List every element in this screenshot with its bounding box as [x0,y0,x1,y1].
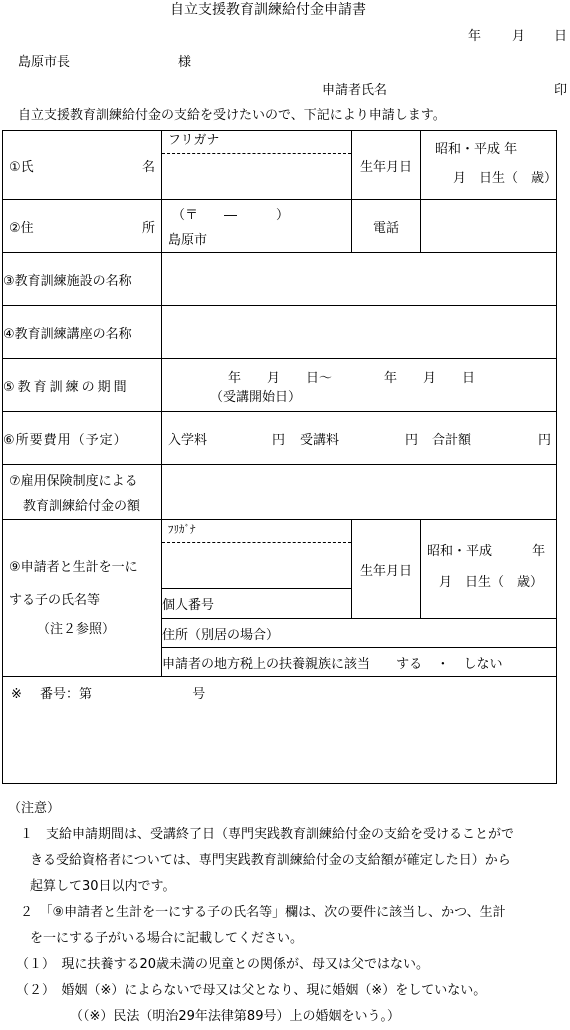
facility-label: ③教育訓練施設の名称 [3,273,132,289]
furigana-label: フリガナ [168,133,220,148]
addressee: 島原市長 [18,55,71,70]
applicant-name-field[interactable] [400,76,545,96]
total-yen: 円 [538,433,552,448]
option-separator: ・ [436,656,450,672]
period-label: ⑤教育訓練の期間 [3,379,130,395]
note-1-line-1: １ 支給申請期間は、受講終了日（専門実践教育訓練給付金の支給を受けることがで [20,827,515,842]
child-address-label: 住所（別居の場合） [162,627,280,643]
total-label: 合計額 [432,433,472,448]
dob-year: 年 [504,142,518,157]
dob-era: 昭和・平成 [435,142,501,157]
address-city: 島原市 [168,233,208,248]
period-field[interactable] [162,359,557,412]
note-2-sub-1: （１） 現に扶養する20歳未満の児童との関係が、母又は父ではない。 [16,957,430,972]
tuition-yen: 円 [405,433,419,448]
course-label-cell [3,306,162,359]
notes-heading: （注意） [8,801,61,816]
facility-label-cell [3,253,162,306]
address-label: ②住 [9,220,34,236]
name-label-end: 名 [141,159,155,175]
dob-field[interactable] [421,131,557,200]
child-id-number-field[interactable] [162,589,352,619]
period-range: 年 月 日～ 年 月 日 [228,371,476,386]
note-2-sub-3: （（※）民法（明治29年法律第89号）上の婚姻をいう。） [70,1009,400,1024]
notes-section [8,796,568,1030]
applicant-name-label: 申請者氏名 [322,83,388,98]
period-start-note: （受講開始日） [210,390,302,405]
child-address-field[interactable] [162,619,557,648]
application-form-table [2,130,557,784]
dependent-yes-option[interactable]: する [396,656,423,672]
date-day-label: 日 [554,29,568,44]
facility-name-field[interactable] [162,253,557,306]
note-2-sub-2: （２） 婚姻（※）によらないで母又は父となり、現に婚姻（※）をしていない。 [16,983,487,998]
date-month-label: 月 [512,29,526,44]
insurance-label-1: ⑦雇用保険制度による [9,474,138,489]
dependent-no-option[interactable]: しない [463,656,503,672]
seal-mark: 印 [554,83,568,98]
office-number-suffix: 号 [192,687,206,702]
child-name-field[interactable] [162,543,351,587]
child-dob-year: 年 [532,544,546,559]
name-label-cell [3,131,162,200]
addressee-honorific: 様 [178,55,192,70]
insurance-label-cell [3,465,162,520]
note-1-line-3: 起算して30日以内です。 [30,879,176,894]
cost-label-cell [3,412,162,465]
child-dob-label-cell [352,520,421,619]
insurance-amount-field[interactable] [162,465,557,520]
entrance-fee-label: 入学料 [168,433,208,448]
course-name-field[interactable] [162,306,557,359]
child-furigana-label: ﾌﾘｶﾞﾅ [168,523,196,536]
address-label-end: 所 [141,220,155,236]
date-year-label: 年 [468,29,482,44]
child-label-cell [3,520,162,677]
dependent-label: 申請者の地方税上の扶養親族に該当 [162,656,371,672]
cost-label: ⑥所要費用（予定） [3,432,128,448]
child-dob-month-day: 月 日生（ 歳） [439,575,544,590]
note-1-line-2: きる受給資格者については、専門実践教育訓練給付金の支給額が確定した日）から [30,853,511,868]
child-furigana-field[interactable] [162,520,351,543]
child-label-1: ⑨申請者と生計を一に [9,560,138,575]
note-2-line-1: ２ 「⑨申請者と生計を一にする子の氏名等」欄は、次の要件に該当し、かつ、生計 [20,905,506,920]
address-label-cell [3,200,162,253]
phone-label-cell [352,200,421,253]
name-cell [162,131,352,200]
child-dob-label: 生年月日 [359,563,412,579]
form-title: 自立支援教育訓練給付金申請書 [170,2,366,18]
name-field[interactable] [162,154,351,198]
tuition-label: 受講料 [300,433,340,448]
name-label: ①氏 [9,159,34,175]
child-label-3: （注２参照） [37,622,116,637]
entrance-fee-yen: 円 [272,433,286,448]
dob-label-cell [352,131,421,200]
child-id-number-label: 個人番号 [162,598,215,613]
office-mark: ※ [11,687,22,702]
office-use-area [3,677,557,784]
address-field[interactable] [162,200,352,253]
dob-month-day: 月 日生（ 歳） [453,171,558,186]
child-dob-era: 昭和・平成 [427,544,493,559]
course-label: ④教育訓練講座の名称 [3,326,132,342]
dependent-cell [162,648,557,677]
intro-text: 自立支援教育訓練給付金の支給を受けたいので、下記により申請します。 [18,108,446,123]
postal-code: （〒 ― ） [172,208,290,223]
period-label-cell [3,359,162,412]
child-label-2: する子の氏名等 [9,593,101,608]
office-number-label: 番号：第 [40,687,93,702]
phone-label: 電話 [372,220,399,236]
cost-field[interactable] [162,412,557,465]
note-2-line-2: を一にする子がいる場合に記載してください。 [30,931,304,946]
child-name-cell [162,520,352,589]
name-furigana-field[interactable] [162,131,351,154]
child-dob-field[interactable] [421,520,557,619]
phone-field[interactable] [421,200,557,253]
insurance-label-2: 教育訓練給付金の額 [23,499,141,514]
dob-label: 生年月日 [359,159,412,175]
